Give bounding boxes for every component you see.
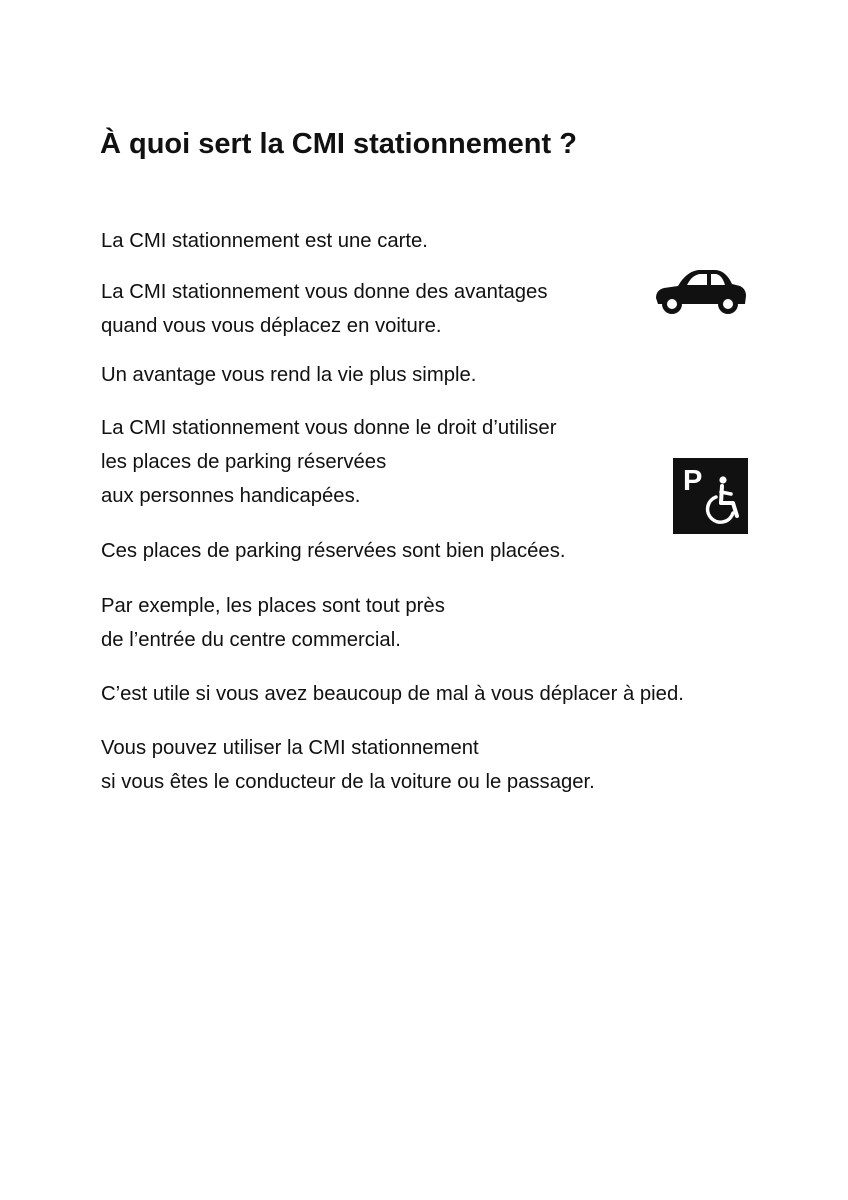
paragraph-vie-simple: [101, 358, 476, 392]
text-line: de l’entrée du centre commercial.: [101, 629, 401, 651]
text-line: Par exemple, les places sont tout près: [101, 595, 445, 617]
text-line: Ces places de parking réservées sont bien placées.: [101, 540, 566, 562]
parking-letter: P: [683, 465, 703, 497]
paragraph-droit-parking: [101, 411, 556, 513]
text-line: Vous pouvez utiliser la CMI stationnement: [101, 737, 479, 759]
paragraph-exemple: [101, 589, 445, 657]
paragraph-carte: [101, 224, 428, 258]
paragraph-avantages: [101, 275, 547, 343]
text-line: Un avantage vous rend la vie plus simple.: [101, 364, 477, 386]
text-line: La CMI stationnement est une carte.: [101, 230, 428, 252]
accessible-parking-icon: [673, 458, 748, 534]
paragraph-utile: [101, 677, 684, 711]
text-line: C’est utile si vous avez beaucoup de mal à vous déplacer à pied.: [101, 683, 684, 705]
text-line: si vous êtes le conducteur de la voiture ou le passager.: [101, 771, 595, 793]
text-line: quand vous vous déplacez en voiture.: [101, 315, 442, 337]
text-line: aux personnes handicapées.: [101, 485, 361, 507]
car-icon: [652, 262, 748, 316]
paragraph-conducteur: [101, 731, 595, 799]
text-line: les places de parking réservées: [101, 451, 387, 473]
text-line: La CMI stationnement vous donne le droit d’utiliser: [101, 417, 557, 439]
text-line: La CMI stationnement vous donne des avantages: [101, 281, 548, 303]
paragraph-bien-placees: [101, 534, 565, 568]
page-title: À quoi sert la CMI stationnement ?: [100, 128, 577, 160]
